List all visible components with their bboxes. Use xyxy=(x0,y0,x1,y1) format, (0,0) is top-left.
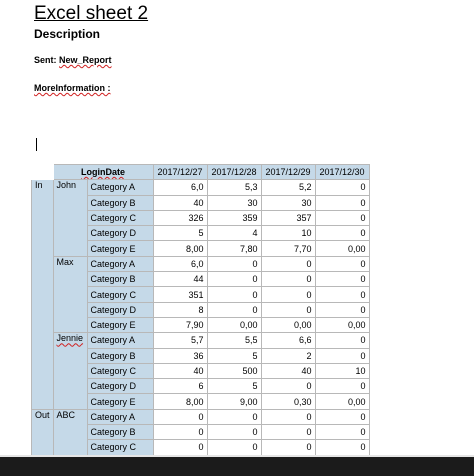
value-cell: 0 xyxy=(315,302,369,317)
value-cell: 0,00 xyxy=(315,317,369,332)
date-header: 2017/12/28 xyxy=(207,165,261,180)
person-name-cell xyxy=(53,333,87,409)
value-cell: 0 xyxy=(315,287,369,302)
value-cell: 0 xyxy=(261,302,315,317)
table-header-row xyxy=(32,165,370,180)
category-cell: Category C xyxy=(87,287,153,302)
value-cell: 0 xyxy=(261,409,315,424)
value-cell: 0,00 xyxy=(315,394,369,409)
value-cell: 8,00 xyxy=(153,241,207,256)
value-cell: 0 xyxy=(315,440,369,455)
description-heading: Description xyxy=(34,27,101,41)
value-cell: 0 xyxy=(315,195,369,210)
value-cell: 7,80 xyxy=(207,241,261,256)
sent-line xyxy=(34,55,112,65)
person-name: Max xyxy=(56,256,74,267)
value-cell: 6,6 xyxy=(261,333,315,348)
category-cell: Category A xyxy=(87,333,153,348)
value-cell: 5 xyxy=(207,348,261,363)
category-cell: Category C xyxy=(87,210,153,225)
value-cell: 0 xyxy=(261,256,315,271)
value-cell: 0 xyxy=(207,287,261,302)
value-cell: 2 xyxy=(261,348,315,363)
direction-cell: Out xyxy=(32,409,54,455)
value-cell: 8,00 xyxy=(153,394,207,409)
value-cell: 0 xyxy=(207,256,261,271)
more-information-label: MoreInformation : xyxy=(34,83,111,93)
category-cell: Category A xyxy=(87,180,153,195)
text-cursor xyxy=(36,138,37,151)
person-name-cell xyxy=(53,180,87,256)
table-body xyxy=(32,180,370,455)
person-name-cell xyxy=(53,409,87,455)
value-cell: 5 xyxy=(207,379,261,394)
value-cell: 0 xyxy=(153,440,207,455)
value-cell: 40 xyxy=(153,195,207,210)
value-cell: 0 xyxy=(207,409,261,424)
direction-cell: In xyxy=(32,180,54,409)
login-date-table xyxy=(31,164,370,456)
category-cell: Category D xyxy=(87,302,153,317)
value-cell: 0 xyxy=(315,180,369,195)
value-cell: 357 xyxy=(261,210,315,225)
category-cell: Category A xyxy=(87,256,153,271)
value-cell: 0,00 xyxy=(261,317,315,332)
value-cell: 359 xyxy=(207,210,261,225)
value-cell: 5 xyxy=(153,226,207,241)
table-row xyxy=(32,180,370,195)
bottom-bar xyxy=(0,455,474,476)
category-cell: Category C xyxy=(87,363,153,378)
value-cell: 6 xyxy=(153,379,207,394)
table-row xyxy=(32,333,370,348)
value-cell: 40 xyxy=(261,363,315,378)
value-cell: 5,7 xyxy=(153,333,207,348)
value-cell: 0 xyxy=(207,272,261,287)
value-cell: 5,2 xyxy=(261,180,315,195)
value-cell: 7,90 xyxy=(153,317,207,332)
category-cell: Category D xyxy=(87,379,153,394)
sent-value: New_Report xyxy=(59,55,112,65)
person-name: ABC xyxy=(56,409,76,420)
value-cell: 0 xyxy=(315,333,369,348)
value-cell: 0 xyxy=(261,287,315,302)
value-cell: 36 xyxy=(153,348,207,363)
table-row xyxy=(32,256,370,271)
category-cell: Category B xyxy=(87,425,153,440)
person-name: John xyxy=(56,180,77,191)
value-cell: 9,00 xyxy=(207,394,261,409)
category-cell: Category D xyxy=(87,226,153,241)
person-name: Jennie xyxy=(56,333,84,344)
value-cell: 0,00 xyxy=(207,317,261,332)
value-cell: 0 xyxy=(207,425,261,440)
category-cell: Category E xyxy=(87,241,153,256)
value-cell: 0 xyxy=(207,440,261,455)
person-name-cell xyxy=(53,256,87,332)
value-cell: 0 xyxy=(315,256,369,271)
category-cell: Category B xyxy=(87,348,153,363)
value-cell: 0 xyxy=(315,425,369,440)
value-cell: 0,00 xyxy=(315,241,369,256)
value-cell: 0 xyxy=(315,348,369,363)
value-cell: 30 xyxy=(207,195,261,210)
value-cell: 0 xyxy=(153,425,207,440)
value-cell: 5,3 xyxy=(207,180,261,195)
value-cell: 6,0 xyxy=(153,180,207,195)
date-header: 2017/12/30 xyxy=(315,165,369,180)
category-cell: Category C xyxy=(87,440,153,455)
value-cell: 0 xyxy=(153,409,207,424)
category-cell: Category E xyxy=(87,317,153,332)
value-cell: 0 xyxy=(261,272,315,287)
value-cell: 0 xyxy=(315,226,369,241)
sent-label: Sent: xyxy=(34,55,57,65)
value-cell: 326 xyxy=(153,210,207,225)
value-cell: 0 xyxy=(315,272,369,287)
table-row xyxy=(32,409,370,424)
login-date-header: LoginDate xyxy=(53,165,153,180)
value-cell: 10 xyxy=(315,363,369,378)
value-cell: 0 xyxy=(261,440,315,455)
value-cell: 500 xyxy=(207,363,261,378)
value-cell: 0 xyxy=(315,210,369,225)
value-cell: 0,30 xyxy=(261,394,315,409)
value-cell: 0 xyxy=(261,425,315,440)
value-cell: 6,0 xyxy=(153,256,207,271)
value-cell: 44 xyxy=(153,272,207,287)
category-cell: Category E xyxy=(87,394,153,409)
document-title: Excel sheet 2 xyxy=(34,3,149,24)
value-cell: 8 xyxy=(153,302,207,317)
value-cell: 7,70 xyxy=(261,241,315,256)
category-cell: Category B xyxy=(87,272,153,287)
value-cell: 5,5 xyxy=(207,333,261,348)
date-header: 2017/12/29 xyxy=(261,165,315,180)
category-cell: Category A xyxy=(87,409,153,424)
value-cell: 0 xyxy=(315,409,369,424)
value-cell: 4 xyxy=(207,226,261,241)
value-cell: 10 xyxy=(261,226,315,241)
date-header: 2017/12/27 xyxy=(153,165,207,180)
value-cell: 351 xyxy=(153,287,207,302)
value-cell: 30 xyxy=(261,195,315,210)
value-cell: 0 xyxy=(315,379,369,394)
category-cell: Category B xyxy=(87,195,153,210)
value-cell: 0 xyxy=(261,379,315,394)
value-cell: 0 xyxy=(207,302,261,317)
value-cell: 40 xyxy=(153,363,207,378)
header-blank xyxy=(32,165,54,180)
